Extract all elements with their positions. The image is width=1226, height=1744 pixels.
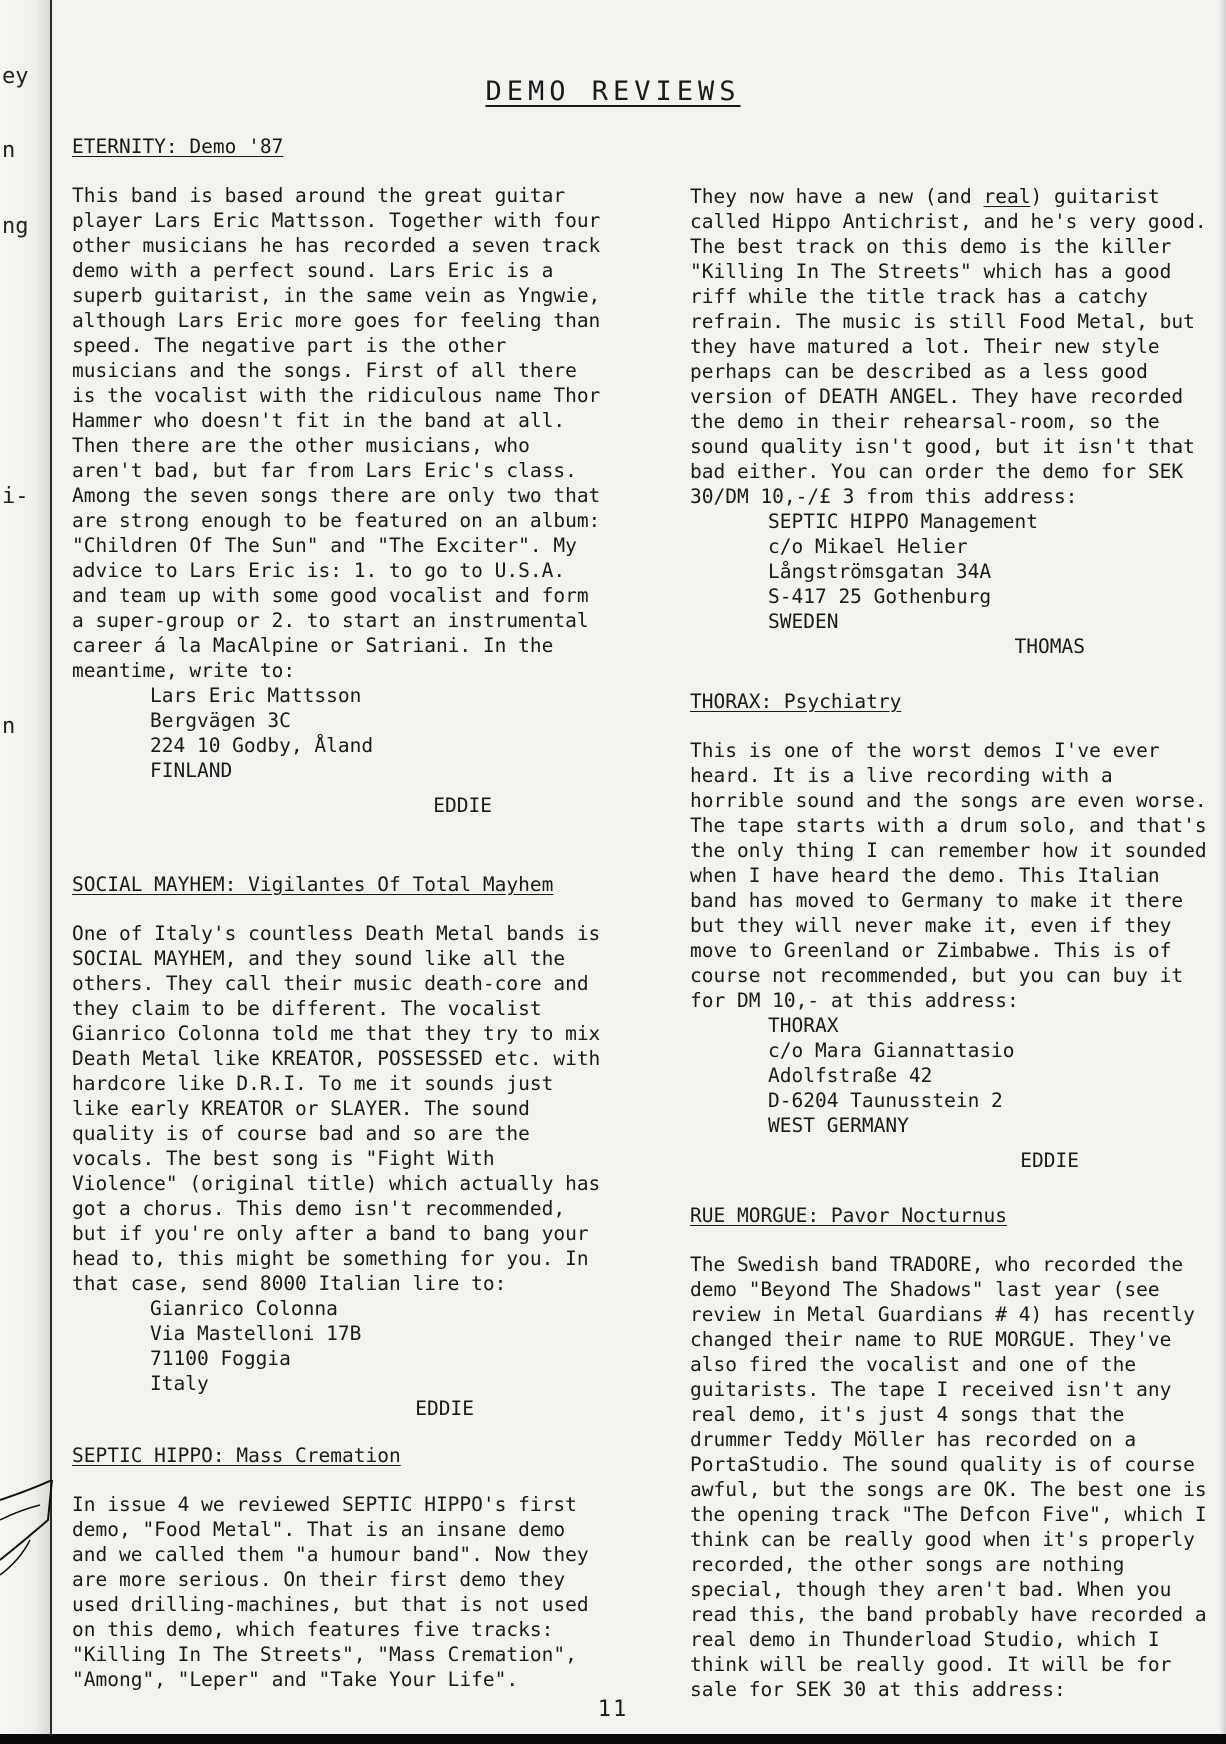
- address-line: Adolfstraße 42: [768, 1064, 933, 1087]
- address-line: Långströmsgatan 34A: [768, 560, 992, 583]
- address-line: c/o Mara Giannattasio: [768, 1039, 1015, 1062]
- review-thorax: [690, 689, 1215, 1173]
- review-heading: RUE MORGUE: Pavor Nocturnus: [690, 1204, 1007, 1227]
- review-eternity: [72, 134, 602, 818]
- address-block: [768, 509, 1215, 634]
- review-body: One of Italy's countless Death Metal bands is SOCIAL MAYHEM, and they sound like all the others. They call their music death-core and they claim to be different. The vocalist Gianrico Colonna told me that they try to mix Death Metal like KREATOR, POSSESSED etc. with hardcore like D.R.I. To me it sounds just like early KREATOR or SLAYER. The sound quality is of course bad and so are the vocals. The best song is "Fight With Violence" (original title) which actually has got a chorus. This demo isn't recommended, but if you're only after a band to bang your head to, this might be something for you. In that case, send 8000 Italian lire to:: [72, 922, 601, 1295]
- margin-fragment: n: [2, 138, 16, 163]
- address-line: 71100 Foggia: [150, 1347, 291, 1370]
- page-bottom-edge: [0, 1734, 1226, 1744]
- review-heading: ETERNITY: Demo '87: [72, 135, 284, 158]
- review-septic-hippo: [72, 1443, 602, 1692]
- page-edge: [1220, 0, 1226, 1744]
- address-line: S-417 25 Gothenburg: [768, 585, 992, 608]
- address-line: D-6204 Taunusstein 2: [768, 1089, 1003, 1112]
- page-title: DEMO REVIEWS: [485, 76, 741, 107]
- address-line: c/o Mikael Helier: [768, 535, 968, 558]
- address-line: Bergvägen 3C: [150, 709, 291, 732]
- address-line: Gianrico Colonna: [150, 1297, 338, 1320]
- address-line: Lars Eric Mattsson: [150, 684, 362, 707]
- address-block: [768, 1013, 1215, 1138]
- review-body: The Swedish band TRADORE, who recorded the demo "Beyond The Shadows" last year (see review in Metal Guardians # 4) has recently changed their name to RUE MORGUE. They've also fired the vocalist and one of the guitarists. The tape I received isn't any real demo, it's just 4 songs that the drummer Teddy Möller has recorded on a PortaStudio. The sound quality is of course awful, but the songs are OK. The best one is the opening track "The Defcon Five", which I think can be really good when it's properly recorded, the other songs are nothing special, though they aren't bad. When you read this, the band probably have recorded a real demo in Thunderload Studio, which I think will be really good. It will be for sale for SEK 30 at this address:: [690, 1253, 1207, 1701]
- review-body: This is one of the worst demos I've ever heard. It is a live recording with a horrible sound and the songs are even worse. The tape starts with a drum solo, and that's the only thing I can remember how it sounded when I have heard the demo. This Italian band has moved to Germany to make it there but they will never make it, even if they move to Greenland or Zimbabwe. This is of course not recommended, but you can buy it for DM 10,- at this address:: [690, 739, 1207, 1012]
- reviewer-signature: EDDIE: [433, 794, 492, 817]
- bleed-illustration: [0, 1480, 55, 1580]
- underlined-word: real: [983, 185, 1031, 208]
- review-body: In issue 4 we reviewed SEPTIC HIPPO's first demo, "Food Metal". That is an insane demo and we called them "a humour band". Now they are more serious. On their first demo they used drilling-machines, but that is not used on this demo, which features five tracks: "Killing In The Streets", "Mass Cremation", "Among", "Leper" and "Take Your Life".: [72, 1493, 589, 1691]
- review-septic-hippo-continued: [690, 184, 1215, 659]
- review-heading: SOCIAL MAYHEM: Vigilantes Of Total Mayhem: [72, 873, 554, 896]
- address-line: 224 10 Godby, Åland: [150, 734, 374, 757]
- address-block: [150, 683, 602, 783]
- margin-fragment: ey: [2, 64, 29, 89]
- review-body: They now have a new (and real) guitarist called Hippo Antichrist, and he's very good. The best track on this demo is the killer "Killing In The Streets" which has a good riff while the title track has a catchy refrain. The music is still Food Metal, but they have matured a lot. Their new style perhaps can be described as a less good version of DEATH ANGEL. They have recorded the demo in their rehearsal-room, so the sound quality isn't good, but it isn't that bad either. You can order the demo for SEK 30/DM 10,-/£ 3 from this address:: [690, 185, 1207, 508]
- address-line: FINLAND: [150, 759, 233, 782]
- address-line: SWEDEN: [768, 610, 839, 633]
- address-block: [150, 1296, 602, 1396]
- margin-fragment: i-: [2, 484, 29, 509]
- address-line: THORAX: [768, 1014, 839, 1037]
- review-heading: SEPTIC HIPPO: Mass Cremation: [72, 1444, 401, 1467]
- address-line: Via Mastelloni 17B: [150, 1322, 362, 1345]
- address-line: SEPTIC HIPPO Management: [768, 510, 1039, 533]
- left-column: [72, 134, 602, 1714]
- margin-fragment: ng: [2, 214, 29, 239]
- page-number: 11: [597, 1697, 629, 1722]
- margin-fragment: n: [2, 714, 16, 739]
- review-body: This band is based around the great guitar player Lars Eric Mattsson. Together with four other musicians he has recorded a seven track demo with a perfect sound. Lars Eric is a superb guitarist, in the same vein as Yngwie, although Lars Eric more goes for feeling than speed. The negative part is the other musicians and the songs. First of all there is the vocalist with the ridiculous name Thor Hammer who doesn't fit in the band at all. Then there are the other musicians, who aren't bad, but far from Lars Eric's class. Among the seven songs there are only two that are strong enough to be featured on an album: "Children Of The Sun" and "The Exciter". My advice to Lars Eric is: 1. to go to U.S.A. and team up with some good vocalist and form a super-group or 2. to start an instrumental career á la MacAlpine or Satriani. In the meantime, write to:: [72, 184, 601, 682]
- right-column: [690, 184, 1215, 1724]
- review-rue-morgue: [690, 1203, 1215, 1702]
- reviewer-signature: THOMAS: [1014, 635, 1085, 658]
- reviewer-signature: EDDIE: [415, 1397, 474, 1420]
- address-line: Italy: [150, 1372, 209, 1395]
- reviewer-signature: EDDIE: [1020, 1149, 1079, 1172]
- address-line: WEST GERMANY: [768, 1114, 909, 1137]
- review-social-mayhem: [72, 872, 602, 1421]
- review-heading: THORAX: Psychiatry: [690, 690, 902, 713]
